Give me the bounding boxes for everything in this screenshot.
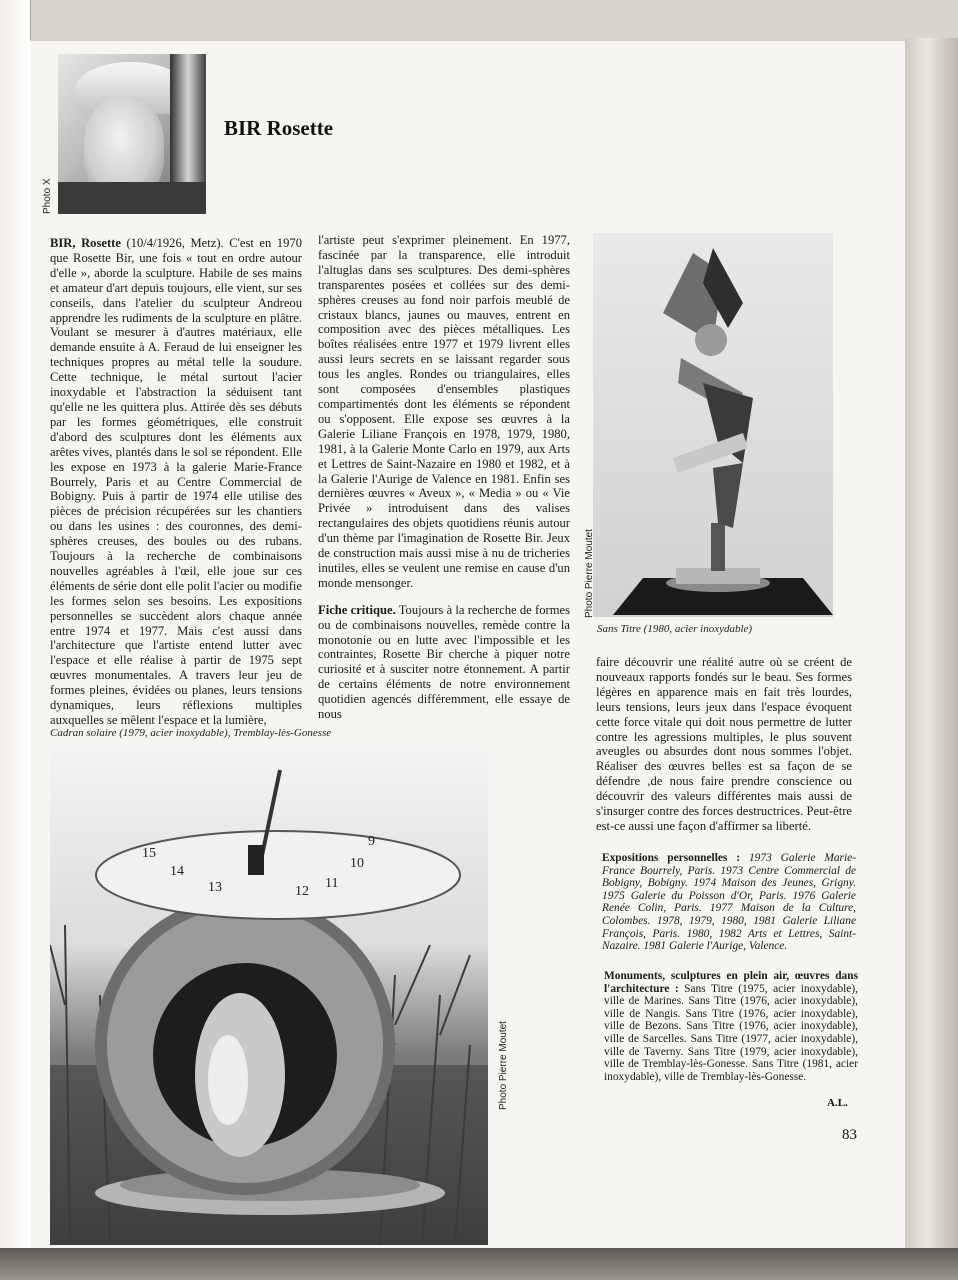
artist-portrait	[58, 54, 206, 214]
sundial-numeral: 10	[350, 856, 364, 871]
expositions-label: Expositions personnelles :	[602, 852, 741, 864]
sundial-numeral: 14	[170, 864, 184, 879]
bio-text-2: l'artiste peut s'exprimer pleinement. En 1977, fascinée par la transparence, elle introduit l'altuglas dans ses sculptures. Des demi-sphères transparentes posées et collées sur des demi-sphères creuses au fond noir parfois meublé de cristaux blancs, jaunes ou mauves, entrent en composition avec des pièces métalliques. Les boîtes réalisées entre 1977 et 1979 livrent elles aussi leurs secrets en se laissant regarder sous tous les angles. Rondes ou triangulaires, elles sont composées d'ensembles plastiques compartimentés dont les éléments se répondent ou s'opposent. Elle expose ses œuvres à la Galerie Liliane François en 1978, 1979, 1980, 1981, à la Galerie Monte Carlo en 1979, aux Arts et Lettres de Saint-Nazaire en 1980 et 1982, et à la Galerie l'Aurige de Valence en 1981. Enfin ses dernières œuvres « Aveux », « Media » ou « Vie Privée » introduisent dans des valises rectangulaires des objets quotidiens réunis autour d'un thème par l'imagination de Rosette Bir. Jeux de construction mais aussi mise à nu de tricheries inutiles, elles se veulent une remise en cause d'un monde mensonger.	[318, 233, 570, 590]
cadran-solaire-photo	[50, 745, 488, 1245]
sans-titre-caption: Sans Titre (1980, acier inoxydable)	[597, 623, 753, 635]
monuments-label: Monuments, sculptures en plein air, œuvres dans l'architecture :	[604, 970, 858, 995]
table-surface	[0, 1248, 958, 1280]
facing-page-edge	[0, 0, 31, 1250]
monuments-text: Sans Titre (1975, acier inoxydable), ville de Marines. Sans Titre (1976, acier inoxydable), ville de Nangis. Sans Titre (1976, acier inoxydable), ville de Bezons. Sans Titre (1976, acier inoxydable), ville de Sarcelles. Sans Titre (1977, acier inoxydable), ville de Taverny. Sans Titre (1979, acier inoxydable), ville de Tremblay-lès-Gonesse. Sans Titre (1981, acier inoxydable), ville de Tremblay-lès-Gonesse.	[604, 982, 859, 1083]
expositions-section	[602, 852, 856, 953]
sans-titre-photo	[593, 233, 833, 617]
fiche-critique	[318, 603, 570, 722]
bio-column-1	[50, 236, 302, 728]
page-number: 83	[842, 1127, 857, 1143]
page-title: BIR Rosette	[224, 116, 334, 140]
bio-text-1: (10/4/1926, Metz). C'est en 1970 que Rosette Bir, une fois « tout en ordre autour d'elle », aborde la sculpture. Habile de ses mains et amateur d'art depuis toujours, elle vient, sur ses conseils, dans l'atelier du sculpteur Andreou apprendre les rudiments de la sculpture en plâtre. Voulant se mesurer à d'autres matériaux, elle demande ensuite à A. Feraud de lui enseigner les techniques propres au métal telle la soudure. Cette technique, le métal surtout l'acier inoxydable et l'abstraction la séduisent tant qu'elle ne les quittera plus. Attirée dès ses débuts par les formes géométriques, elle construit d'abord des sculptures dont les éléments aux arêtes vives, plantés dans le sol se répondent. Elle les expose en 1973 à la galerie Marie-France Bourrely, Paris et au Centre Commercial de Bobigny. Puis à partir de 1974 elle utilise des pièces de précision récupérées sur les chantiers ou dans les usines : des couronnes, des demi-sphères creuses, des boules ou des rubans. Toujours à la recherche de combinaisons nouvelles agréables à l'œil, elle joue sur ces éléments de série dont elle polit l'acier ou modifie les formes selon ses besoins. Les expositions personnelles se succèdent alors chaque année entre 1974 et 1977. Mais c'est aussi dans l'architecture que l'artiste entend lutter avec l'espace et elle réalise à partir de 1975 sept œuvres monumentales. A travers leur jeu de formes pleines, évidées ou planes, leurs tensions dynamiques, leurs réflexions multiples auxquelles se mêlent l'espace et la lumière,	[50, 236, 302, 727]
sundial-numeral: 15	[142, 846, 156, 861]
cadran-photo-credit: Photo Pierre Moutet	[498, 1021, 509, 1110]
sundial-numeral: 11	[325, 876, 339, 891]
cadran-solaire-drawing	[50, 745, 488, 1245]
monuments-section	[604, 970, 858, 1083]
sans-titre-photo-credit: Photo Pierre Moutet	[584, 529, 595, 618]
bio-column-2	[318, 233, 570, 722]
portrait-photo-credit: Photo X	[42, 178, 53, 214]
book-cover-edge	[905, 38, 958, 1258]
portrait-shoulders	[58, 182, 206, 214]
bio-column-3: faire découvrir une réalité autre où se créent de nouveaux rapports fondés sur le beau. Ses formes légères en apparence mais en fait très lourdes, leurs tensions, leurs jeux dans l'espace évoquent cette force vitale qui doit nous permettre de lutter contre les agressions multiples, le plus souvent aveugles ou absurdes dont nous sommes l'objet. Réaliser des œuvres belles est sa façon de se défendre ,de nous faire prendre conscience ou découvrir des valeurs différentes mais aussi de s'insurger contre des forces destructrices. Peut-être est-ce aussi une façon d'affirmer sa liberté.	[596, 655, 852, 833]
cadran-caption: Cadran solaire (1979, acier inoxydable), Tremblay-lès-Gonesse	[50, 727, 332, 739]
sundial-numeral: 13	[208, 880, 222, 895]
fiche-lead: Fiche critique.	[318, 602, 396, 617]
expositions-text: 1973 Galerie Marie-France Bourrely, Paris. 1973 Centre Commercial de Bobigny, Bobigny. 1974 Maison des Jeunes, Grigny. 1975 Galerie du Poisson d'Or, Paris. 1976 Galerie Renée Colin, Paris. 1977 Maison de la Culture, Colombes. 1978, 1979, 1980, 1981 Galerie Liliane François, Paris. 1980, 1982 Arts et Lettres, Saint-Nazaire. 1981 Galerie l'Aurige, Valence.	[602, 852, 857, 953]
fiche-text: Toujours à la recherche de formes ou de combinaisons nouvelles, remède contre la monotonie ou en lutte avec l'impossible et les contraintes, Rosette Bir cherche à piquer notre curiosité et à susciter notre étonnement. A partir de certains éléments de notre environnement quotidien agencés différemment, elle essaye de nous	[318, 602, 570, 722]
sans-titre-sculpture-drawing	[593, 233, 833, 617]
sundial-numeral: 9	[368, 834, 375, 849]
bio-lead-name: BIR, Rosette	[50, 236, 121, 250]
sundial-numeral: 12	[295, 884, 309, 899]
author-signature: A.L.	[827, 1097, 848, 1109]
